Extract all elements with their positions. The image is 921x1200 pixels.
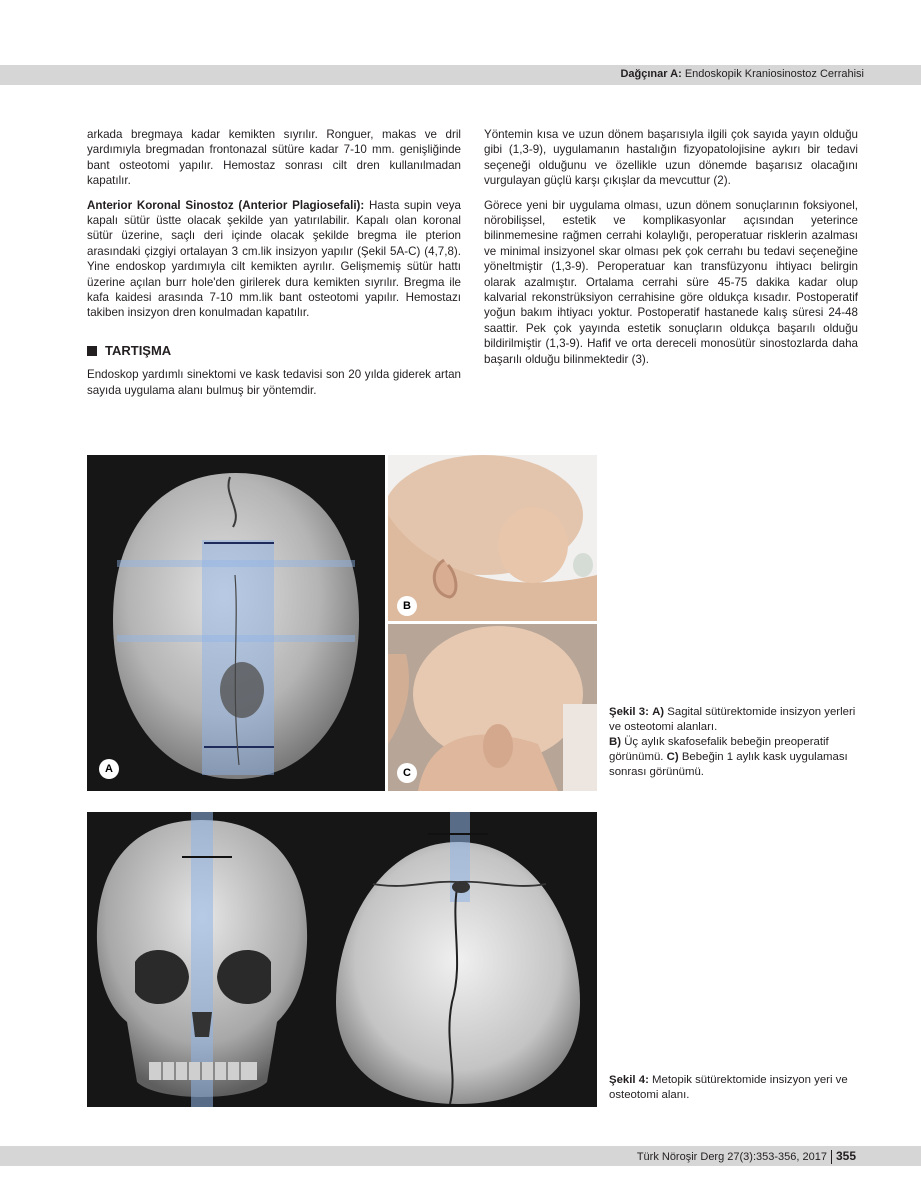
left-paragraph-2-text: Hasta supin veya kapalı sütür üstte olacak şekilde yan yatırılabilir. Kapalı olan koronal sütür üzerine, saçlı deri içinde olacak şekilde bregma ile pterion arasındaki çizgiyi ortalayan 3 cm.lik insizyon yapılır (Şekil 5A-C) (4,7,8). Yine endoskop yardımıyla cilt kemikten ayrılır. Gelişmemiş sütür hattı üzerine açılan burr hole'den girilerek dura kemikten sıyrılır. Bregma ile kafa kaidesi arasında 7-10 mm.lik bant osteotomi yapılır. Hemostazı takiben insizyon dren konulmadan kapatılır. bbox=[87, 198, 462, 320]
figure4-caption-text: Metopik sütürektomide insizyon yeri ve osteotomi alanı. bbox=[609, 1074, 848, 1101]
figure4-left-image bbox=[87, 812, 318, 1107]
figure3-caption bbox=[609, 705, 869, 780]
square-bullet-icon bbox=[87, 346, 97, 356]
figure3-caption-a-text: Sagital sütürektomide insizyon yerleri ve osteotomi alanları. bbox=[609, 706, 856, 733]
figure3-caption-b-label: B) bbox=[609, 736, 622, 748]
skull-frontal-view-illustration bbox=[87, 812, 318, 1107]
panel-label-c: C bbox=[397, 763, 417, 783]
skull-top-view-illustration bbox=[87, 455, 385, 791]
right-paragraph-1: Yöntemin kısa ve uzun dönem başarısıyla ilgili çok sayıda yayın olduğu gibi (1,3-9), uygulamanın hastalığın fizyopatolojisine aykırı bir tedavi seçeneği olduğunu ve özellikle uzun dönemde başarısız olacağını vurgulayan güçlü karşı çıkışlar da mevcuttur (2). bbox=[484, 128, 858, 188]
left-paragraph-2 bbox=[87, 198, 461, 321]
header-title: Endoskopik Kraniosinostoz Cerrahisi bbox=[684, 68, 864, 80]
figure3-panel-c-image bbox=[388, 624, 597, 791]
right-paragraph-2: Görece yeni bir uygulama olması, uzun dönem sonuçlarının foksiyonel, nörobilişsel, estetik ve komplikasyonlar açısından yeterince bilinmemesine rağmen cerrahi kolaylığı, peroperatuar risklerin azalması ve minimal insizyonel skar olması pek çok cerrahı bu tedavi seçeneğine yöneltmiştir (1,3-9). Peroperatuar kan transfüzyonu ihtiyacı belirgin olarak azalmıştır. Ortalama cerrahi süre 45-75 dakika kadar olup kalvarial rekonstrüksiyon cerrahisine göre oldukça kısadır. Postoperatif yoğun bakım ihtiyacı yoktur. Postoperatif hastanede kalış süresi 24-48 saattir. Pek çok yayında estetik sonuçların oldukça başarılı olduğu bildirilmiştir (1,3-9). Hafif ve orta dereceli monosütür sinostozlarda daha başarılı olduğu bilinmektedir (3). bbox=[484, 198, 858, 366]
panel-label-a: A bbox=[99, 759, 119, 779]
figure3-caption-b-text: Üç aylık skafosefalik bebeğin preoperatif görünümü. bbox=[609, 736, 829, 763]
subheading-anterior-koronal: Anterior Koronal Sinostoz (Anterior Plagiosefali): bbox=[87, 198, 365, 212]
figure3-panel-b-image bbox=[388, 455, 597, 621]
right-column bbox=[484, 127, 858, 376]
figure4-caption bbox=[609, 1073, 869, 1103]
running-footer bbox=[637, 1149, 856, 1164]
running-header bbox=[620, 68, 864, 80]
figure3-caption-c-text: Bebeğin 1 aylık kask uygulaması sonrası görünümü. bbox=[609, 751, 848, 778]
figure3-caption-a-label: A) bbox=[652, 706, 665, 718]
infant-profile-preop-illustration bbox=[388, 455, 597, 621]
left-paragraph-1: arkada bregmaya kadar kemikten sıyrılır. Ronguer, makas ve dril yardımıyla bregmadan frontonazal sütüre kadar 7-10 mm. genişliğinde bant osteotomi yapılır. Hemostaz sonrası cilt dren kullanılmadan kapatılır. bbox=[87, 128, 461, 188]
figure4-right-image bbox=[318, 812, 597, 1107]
panel-label-b: B bbox=[397, 596, 417, 616]
left-column bbox=[87, 127, 461, 407]
section-heading bbox=[87, 343, 461, 358]
skull-top-metopic-illustration bbox=[318, 812, 597, 1107]
figure3-caption-title: Şekil 3: bbox=[609, 706, 649, 718]
figure4-caption-title: Şekil 4: bbox=[609, 1074, 649, 1086]
infant-profile-post-helmet-illustration bbox=[388, 624, 597, 791]
figure3-panel-a-image bbox=[87, 455, 385, 791]
header-author: Dağçınar A: bbox=[620, 68, 682, 80]
section-heading-text: TARTIŞMA bbox=[105, 342, 172, 358]
left-paragraph-3: Endoskop yardımlı sinektomi ve kask tedavisi son 20 yılda giderek artan sayıda uygulama alanı bulmuş bir yöntemdir. bbox=[87, 368, 461, 397]
page-number: 355 bbox=[835, 1149, 856, 1163]
figure3-caption-c-label: C) bbox=[666, 751, 679, 763]
footer-citation: Türk Nöroşir Derg 27(3):353-356, 2017 bbox=[636, 1151, 827, 1163]
footer-separator bbox=[831, 1150, 832, 1164]
